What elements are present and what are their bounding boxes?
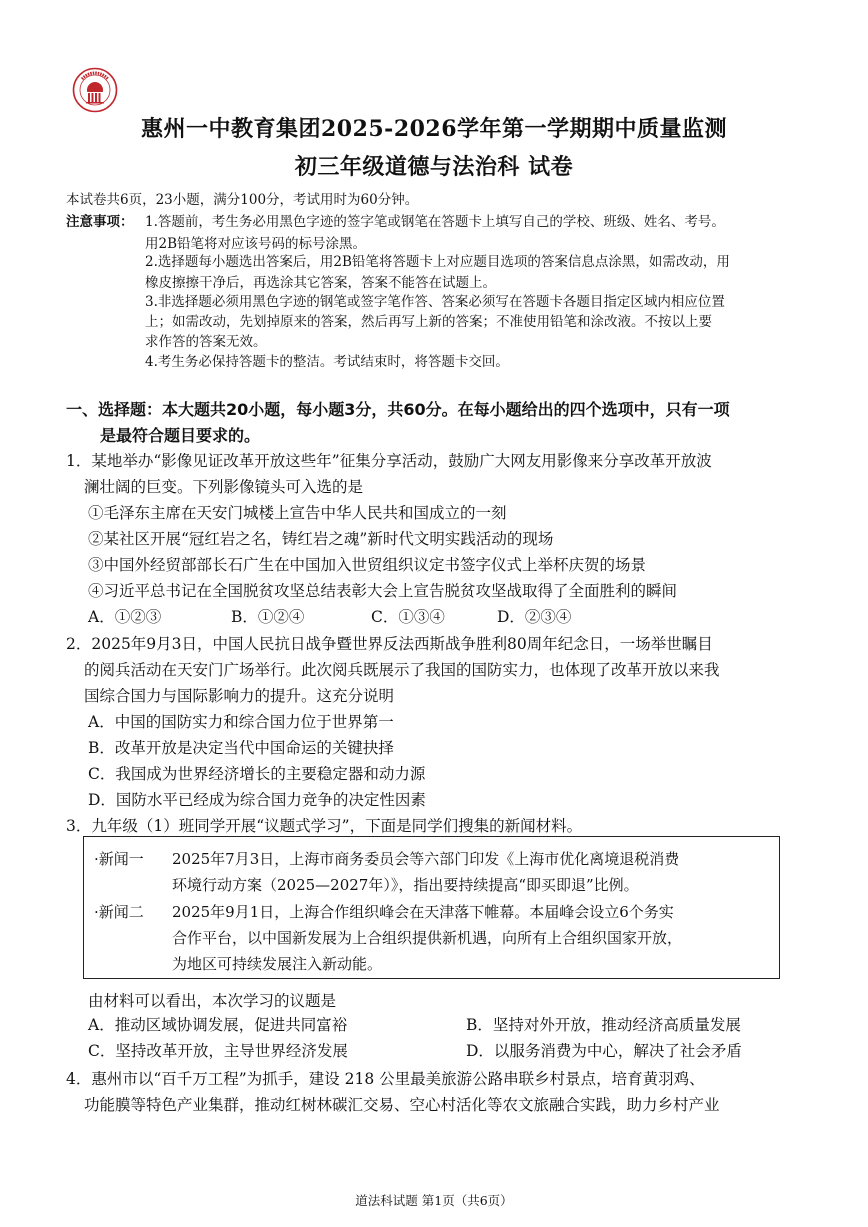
section-heading: 一、选择题：本大题共20小题，每小题3分，共60分。在每小题给出的四个选项中，只有一项 bbox=[66, 400, 730, 419]
question-prompt: 由材料可以看出，本次学习的议题是 bbox=[88, 992, 337, 1010]
option: D．国防水平已经成为综合国力竞争的决定性因素 bbox=[88, 791, 426, 809]
notice-line: 上；如需改动，先划掉原来的答案，然后再写上新的答案；不准使用铅笔和涂改液。不按以上要 bbox=[145, 314, 712, 330]
school-logo bbox=[72, 67, 118, 113]
news-material-box bbox=[83, 836, 780, 979]
exam-title-line1: 惠州一中教育集团2025-2026学年第一学期期中质量监测 bbox=[140, 116, 728, 142]
exam-title-line2: 初三年级道德与法治科 试卷 bbox=[294, 154, 574, 180]
notice-line: 2.选择题每小题选出答案后，用2B铅笔将答题卡上对应题目选项的答案信息点涂黑，如需改动，用 bbox=[145, 254, 730, 270]
option: B．改革开放是决定当代中国命运的关键抉择 bbox=[88, 739, 394, 757]
question-stem: 3．九年级（1）班同学开展“议题式学习”，下面是同学们搜集的新闻材料。 bbox=[66, 817, 583, 835]
question-stem: 国综合国力与国际影响力的提升。这充分说明 bbox=[84, 687, 395, 705]
option: A．①②③ bbox=[88, 608, 162, 626]
news-text: 2025年7月3日，上海市商务委员会等六部门印发《上海市优化离境退税消费 bbox=[172, 850, 680, 868]
news-label: ·新闻二 bbox=[94, 903, 144, 921]
statement-item: ③中国外经贸部部长石广生在中国加入世贸组织议定书签字仪式上举杯庆贺的场景 bbox=[88, 556, 647, 574]
section-heading-cont: 是最符合题目要求的。 bbox=[100, 426, 261, 445]
option: C．坚持改革开放，主导世界经济发展 bbox=[88, 1042, 348, 1060]
option: B．坚持对外开放，推动经济高质量发展 bbox=[466, 1016, 741, 1034]
option: B．①②④ bbox=[231, 608, 305, 626]
statement-item: ①毛泽东主席在天安门城楼上宣告中华人民共和国成立的一刻 bbox=[88, 504, 507, 522]
option: C．我国成为世界经济增长的主要稳定器和动力源 bbox=[88, 765, 426, 783]
notice-label: 注意事项： bbox=[66, 214, 134, 230]
question-stem: 1．某地举办“影像见证改革开放这些年”征集分享活动，鼓励广大网友用影像来分享改革开放波 bbox=[66, 452, 712, 470]
option: D．②③④ bbox=[497, 608, 572, 626]
question-stem: 2．2025年9月3日，中国人民抗日战争暨世界反法西斯战争胜利80周年纪念日，一场举世瞩目 bbox=[66, 635, 713, 653]
statement-item: ②某社区开展“冠红岩之名，铸红岩之魂”新时代文明实践活动的现场 bbox=[88, 530, 554, 548]
q1-options bbox=[88, 605, 571, 627]
question-stem: 澜壮阔的巨变。下列影像镜头可入选的是 bbox=[84, 478, 364, 496]
notice-line: 求作答的答案无效。 bbox=[145, 334, 267, 350]
notice-line: 4.考生务必保持答题卡的整洁。考试结束时，将答题卡交回。 bbox=[145, 354, 509, 370]
question-stem: 4．惠州市以“百千万工程”为抓手，建设 218 公里最美旅游公路串联乡村景点，培育黄羽鸡、 bbox=[66, 1070, 705, 1088]
option: C．①③④ bbox=[371, 608, 445, 626]
question-stem: 功能膜等特色产业集群，推动红树林碳汇交易、空心村活化等农文旅融合实践，助力乡村产业 bbox=[84, 1096, 720, 1114]
option: D．以服务消费为中心，解决了社会矛盾 bbox=[466, 1042, 742, 1060]
notice-line: 用2B铅笔将对应该号码的标号涂黑。 bbox=[145, 236, 367, 252]
news-text: 合作平台，以中国新发展为上合组织提供新机遇，向所有上合组织国家开放， bbox=[172, 929, 683, 947]
question-stem: 的阅兵活动在天安门广场举行。此次阅兵既展示了我国的国防实力，也体现了改革开放以来我 bbox=[84, 661, 720, 679]
news-text: 2025年9月1日，上海合作组织峰会在天津落下帷幕。本届峰会设立6个务实 bbox=[172, 903, 674, 921]
notice-line: 3.非选择题必须用黑色字迹的钢笔或签字笔作答、答案必须写在答题卡各题目指定区域内相应位置 bbox=[145, 294, 725, 310]
news-text: 为地区可持续发展注入新动能。 bbox=[172, 955, 383, 973]
news-label: ·新闻一 bbox=[94, 850, 144, 868]
page-footer: 道法科试题 第1页（共6页） bbox=[355, 1193, 513, 1208]
statement-item: ④习近平总书记在全国脱贫攻坚总结表彰大会上宣告脱贫攻坚战取得了全面胜利的瞬间 bbox=[88, 582, 678, 600]
notice-line: 橡皮擦擦干净后，再选涂其它答案，答案不能答在试题上。 bbox=[145, 275, 496, 291]
option: A．中国的国防实力和综合国力位于世界第一 bbox=[88, 713, 394, 731]
news-text: 环境行动方案（2025—2027年）》，指出要持续提高“即买即退”比例。 bbox=[172, 876, 639, 894]
option: A．推动区域协调发展，促进共同富裕 bbox=[88, 1016, 348, 1034]
notice-line: 1.答题前，考生务必用黑色字迹的签字笔或钢笔在答题卡上填写自己的学校、班级、姓名、考号。 bbox=[145, 214, 725, 230]
exam-intro: 本试卷共6页，23小题，满分100分，考试用时为60分钟。 bbox=[66, 192, 419, 208]
